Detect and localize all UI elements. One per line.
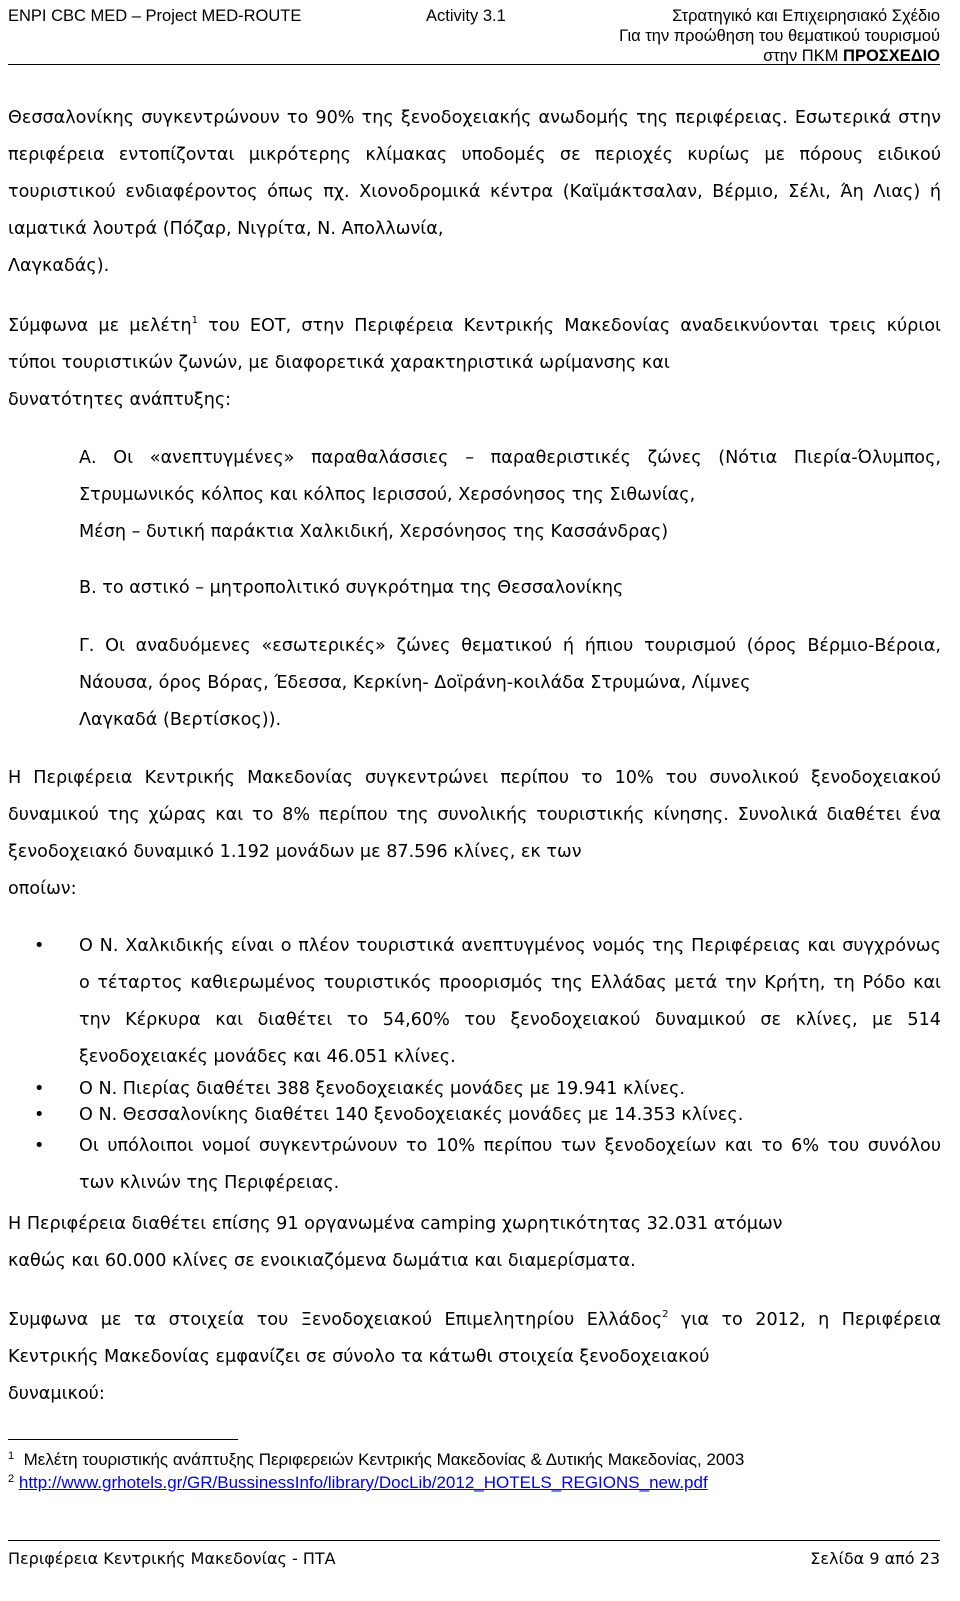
- footnote-number: 1: [8, 1450, 15, 1462]
- paragraph-eot-study: [8, 308, 941, 419]
- paragraph-last-line: καθώς και 60.000 κλίνες σε ενοικιαζόμενα δωμάτια και διαμερίσματα.: [8, 1251, 636, 1271]
- zone-a-text: Α. Οι «ανεπτυγμένες» παραθαλάσσιες – παραθεριστικές ζώνες (Νότια Πιερία-Όλυμπος, Στρυμωνικός κόλπος και κόλπος Ιερισσού, Χερσόνησος της Σιθωνίας,: [79, 448, 941, 505]
- header-title: [619, 6, 940, 66]
- zone-b-item: [79, 570, 941, 607]
- footnote-1: [8, 1450, 744, 1470]
- paragraph-camping: [8, 1206, 941, 1280]
- zone-c-item: [79, 628, 941, 739]
- paragraph-hotel-concentration: [8, 100, 941, 285]
- draft-label: ΠΡΟΣΧΕΔΙΟ: [843, 47, 940, 65]
- paragraph-text: Η Περιφέρεια Κεντρικής Μακεδονίας συγκεντρώνει περίπου το 10% του συνολικού ξενοδοχειακού δυναμικού της χώρας και το 8% περίπου της συνολικής τουριστικής κίνησης. Συνολικά διαθέτει ένα ξενοδοχειακό δυναμικό 1.192 μονάδων με 87.596 κλίνες, εκ των: [8, 768, 941, 862]
- footnote-number: 2: [8, 1473, 15, 1485]
- header-project: ENPI CBC MED – Project MED-ROUTE: [8, 7, 302, 25]
- footnote-ref-2[interactable]: 2: [662, 1309, 669, 1320]
- paragraph-text: Συμφωνα με τα στοιχεία του Ξενοδοχειακού Επιμελητηρίου Ελλάδος: [8, 1310, 663, 1330]
- paragraph-hotel-capacity: [8, 760, 941, 908]
- footnote-2: [8, 1473, 708, 1493]
- footnote-link[interactable]: http://www.grhotels.gr/GR/BussinessInfo/library/DocLib/2012_HOTELS_REGIONS_new.pdf: [18, 1473, 708, 1492]
- page-header: [8, 2, 940, 65]
- zone-b-text: Β. το αστικό – μητροπολιτικό συγκρότημα της Θεσσαλονίκης: [79, 578, 624, 598]
- list-item: • Οι υπόλοιποι νομοί συγκεντρώνουν το 10% περίπου των ξενοδοχείων και το 6% του συνόλου των κλινών της Περιφέρειας.: [8, 1128, 941, 1202]
- paragraph-hotel-chamber: [8, 1302, 941, 1413]
- footnote-separator: [8, 1439, 238, 1440]
- paragraph-last-line: οποίων:: [8, 879, 77, 899]
- list-item: • Ο Ν. Χαλκιδικής είναι ο πλέον τουριστικά ανεπτυγμένος νομός της Περιφέρειας και συγχρόνως ο τέταρτος καθιερωμένος τουριστικός προορισμός της Ελλάδας μετά την Κρήτη, τη Ρόδο και την Κέρκυρα και διαθέτει το 54,60% του ξενοδοχειακού δυναμικού σε κλίνες, με 514 ξενοδοχειακές μονάδες και 46.051 κλίνες.: [8, 928, 941, 1076]
- prefecture-bullet-list: [8, 928, 941, 1202]
- zone-c-last-line: Λαγκαδά (Βερτίσκος)).: [79, 710, 282, 730]
- page-footer: [8, 1540, 940, 1581]
- paragraph-last-line: δυνατότητες ανάπτυξης:: [8, 390, 232, 410]
- footnote-ref-1[interactable]: 1: [191, 315, 199, 326]
- paragraph-text: Θεσσαλονίκης συγκεντρώνουν το 90% της ξενοδοχειακής ανωδομής της περιφέρειας. Εσωτερικά στην περιφέρεια εντοπίζονται μικρότερης κλίμακας υποδομές σε περιοχές κυρίως με πόρους ειδικού τουριστικού ενδιαφέροντος όπως πχ. Χιονοδρομικά κέντρα (Καϊμάκτσαλαν, Βέρμιο, Σέλι, Άη Λιας) ή ιαματικά λουτρά (Πόζαρ, Νιγρίτα, Ν. Απολλωνία,: [8, 108, 941, 239]
- list-item: • Ο Ν. Θεσσαλονίκης διαθέτει 140 ξενοδοχειακές μονάδες με 14.353 κλίνες.: [8, 1102, 941, 1128]
- footnote-text: Μελέτη τουριστικής ανάπτυξης Περιφερειών Κεντρικής Μακεδονίας & Δυτικής Μακεδονίας, 2003: [23, 1450, 745, 1469]
- list-item: • Ο Ν. Πιερίας διαθέτει 388 ξενοδοχειακές μονάδες με 19.941 κλίνες.: [8, 1076, 941, 1102]
- footer-region: Περιφέρεια Κεντρικής Μακεδονίας - ΠΤΑ: [8, 1549, 336, 1568]
- zone-a-item: [79, 440, 941, 551]
- paragraph-text: για το 2012, η Περιφέρεια Κεντρικής Μακεδονίας εμφανίζει σε σύνολο τα κάτωθι στοιχεία ξενοδοχειακού: [8, 1310, 941, 1367]
- page-number: Σελίδα 9 από 23: [810, 1549, 940, 1568]
- header-title-line3: [619, 46, 940, 66]
- paragraph-text: του ΕΟΤ, στην Περιφέρεια Κεντρικής Μακεδονίας αναδεικνύονται τρεις κύριοι τύποι τουριστικών ζωνών, με διαφορετικά χαρακτηριστικά ωρίμανσης και: [8, 316, 941, 373]
- zone-c-text: Γ. Οι αναδυόμενες «εσωτερικές» ζώνες θεματικού ή ήπιου τουρισμού (όρος Βέρμιο-Βέροια, Νάουσα, όρος Βόρας, Έδεσσα, Κερκίνη- Δοϊράνη-κοιλάδα Στρυμώνα, Λίμνες: [79, 636, 941, 693]
- paragraph-last-line: Λαγκαδάς).: [8, 256, 110, 276]
- header-activity: Activity 3.1: [426, 7, 506, 25]
- header-title-line1: Στρατηγικό και Επιχειρησιακό Σχέδιο: [672, 7, 940, 25]
- paragraph-text: Σύμφωνα με μελέτη: [8, 316, 192, 336]
- header-title-line3-prefix: στην ΠΚΜ: [763, 47, 844, 65]
- paragraph-text: Η Περιφέρεια διαθέτει επίσης 91 οργανωμένα camping χωρητικότητας 32.031 ατόμων: [8, 1214, 783, 1234]
- paragraph-last-line: δυναμικού:: [8, 1384, 105, 1404]
- zone-a-last-line: Μέση – δυτική παράκτια Χαλκιδική, Χερσόνησος της Κασσάνδρας): [79, 522, 669, 542]
- header-title-line2: Για την προώθηση του θεματικού τουρισμού: [619, 27, 940, 45]
